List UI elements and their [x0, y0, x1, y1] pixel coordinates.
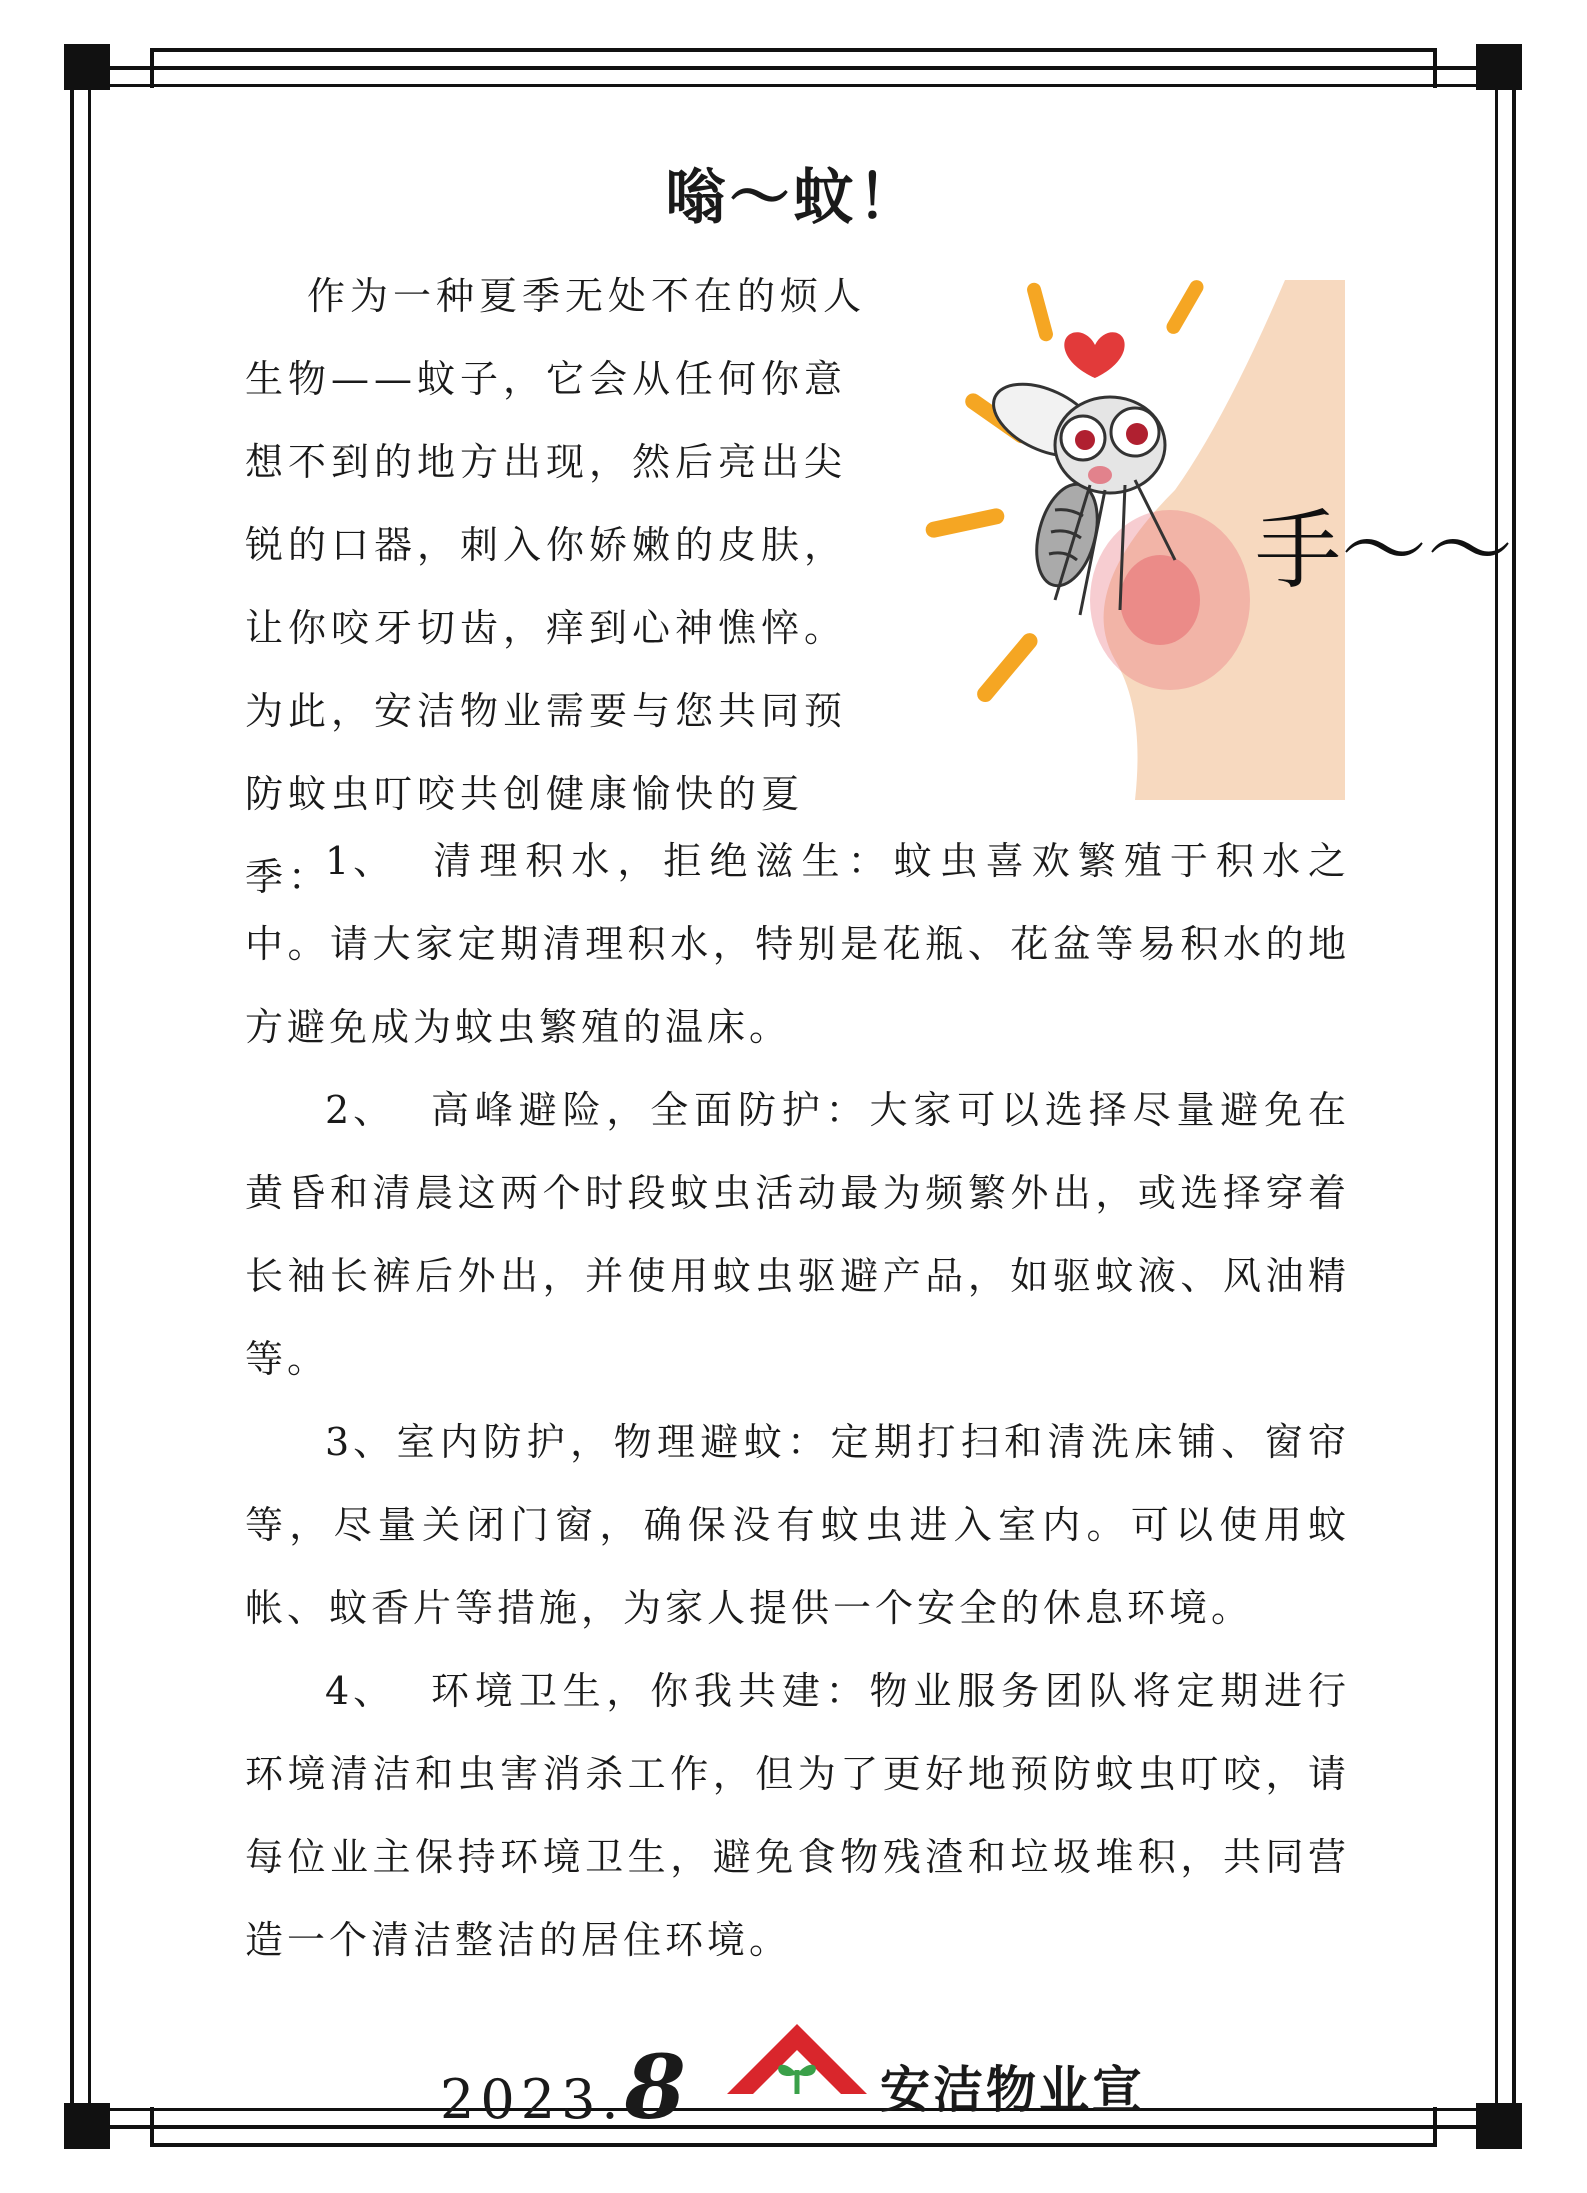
intro-text: 作为一种夏季无处不在的烦人生物——蚊子，它会从任何你意想不到的地方出现，然后亮出尖锐的口器，刺入你娇嫩的皮肤，让你咬牙切齿，痒到心神憔悴。为此，安洁物业需要与您共同预防蚊虫叮咬共创健康愉快的夏季： — [245, 274, 867, 899]
frame-outer-right — [1512, 66, 1516, 2129]
frame-outer-bottom — [70, 2125, 1516, 2129]
organization-name: 安洁物业宣 — [880, 2060, 1145, 2119]
frame-outer-left — [70, 66, 74, 2129]
frame-corner-bottom-right — [1476, 2103, 1522, 2149]
frame-inner-right — [1495, 84, 1498, 2111]
page-title: 嗡～蚊！ — [665, 163, 922, 233]
frame-corner-top-right — [1476, 44, 1522, 90]
list-item: 1、 清理积水，拒绝滋生：蚊虫喜欢繁殖于积水之中。请大家定期清理积水，特别是花瓶、花盆等易积水的地方避免成为蚊虫繁殖的温床。 — [245, 839, 1350, 1049]
frame-cap-right — [1433, 48, 1437, 88]
list-item: 3、室内防护，物理避蚊：定期打扫和清洗床铺、窗帘等，尽量关闭门窗，确保没有蚊虫进入室内。可以使用蚊帐、蚊香片等措施，为家人提供一个安全的休息环境。 — [245, 1420, 1350, 1630]
frame-corner-top-left — [64, 44, 110, 90]
skin-caption: 手～～ — [1255, 501, 1513, 601]
frame-cap-left — [150, 48, 154, 88]
frame-cap-right-b — [1433, 2107, 1437, 2147]
footer-year: 2023. — [440, 2068, 625, 2131]
frame-cap-bottom — [150, 2143, 1437, 2147]
footer-date — [440, 2035, 692, 2139]
list-item: 2、 高峰避险，全面防护：大家可以选择尽量避免在黄昏和清晨这两个时段蚊虫活动最为频繁外出，或选择穿着长袖长裤后外出，并使用蚊虫驱避产品，如驱蚊液、风油精等。 — [245, 1088, 1350, 1381]
mosquito-illustration — [905, 270, 1513, 800]
frame-cap-left-b — [150, 2107, 154, 2147]
footer-month: 8 — [624, 2035, 692, 2139]
frame-corner-bottom-left — [64, 2103, 110, 2149]
tips-list — [245, 820, 1350, 1982]
company-logo-icon — [725, 2020, 870, 2100]
list-item: 4、 环境卫生，你我共建：物业服务团队将定期进行环境清洁和虫害消杀工作，但为了更好地预防蚊虫叮咬，请每位业主保持环境卫生，避免食物残渣和垃圾堆积，共同营造一个清洁整洁的居住环境。 — [245, 1669, 1350, 1962]
frame-outer-top — [70, 66, 1516, 70]
frame-inner-top — [88, 84, 1498, 87]
frame-inner-bottom — [88, 2108, 1498, 2111]
frame-inner-left — [88, 84, 91, 2111]
frame-cap-top — [150, 48, 1437, 52]
